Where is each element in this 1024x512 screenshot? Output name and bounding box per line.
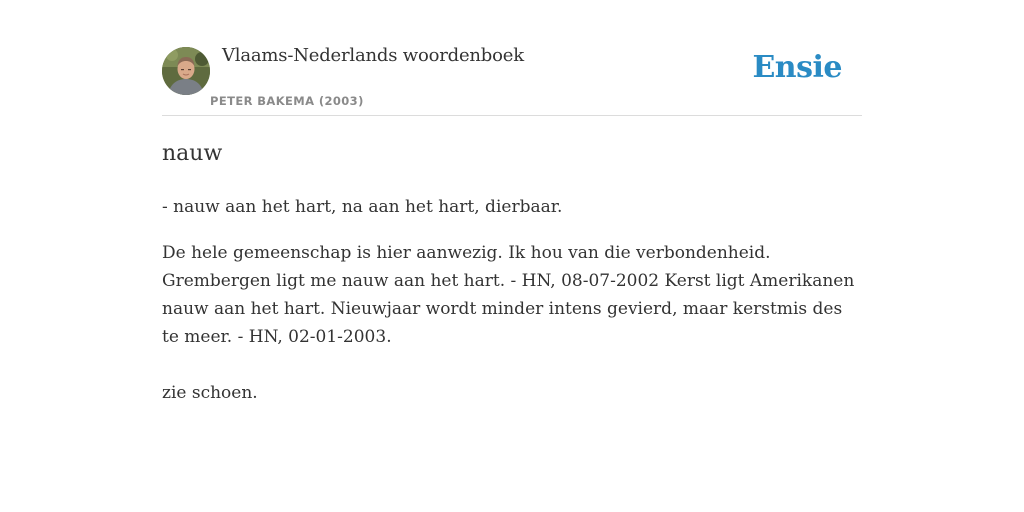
avatar-photo [162,47,210,95]
entry-see-also[interactable]: zie schoen. [162,383,258,403]
dictionary-title[interactable]: Vlaams-Nederlands woordenboek [222,45,524,66]
entry-definition: - nauw aan het hart, na aan het hart, dierbaar. [162,197,563,217]
brand-logo[interactable]: Ensie [752,50,842,85]
author-avatar[interactable] [162,47,210,95]
author-name[interactable]: PETER BAKEMA (2003) [210,94,364,108]
entry-term: nauw [162,141,223,166]
entry-examples: De hele gemeenschap is hier aanwezig. Ik hou van die verbondenheid. Grembergen ligt me nauw aan het hart. - HN, 08-07-2002 Kerst ligt Amerikanen nauw aan het hart. Nieuwjaar wordt minder intens gevierd, maar kerstmis des te meer. - HN, 02-01-2003. [162,243,855,347]
page-header [162,0,862,116]
entry-page [162,0,862,403]
